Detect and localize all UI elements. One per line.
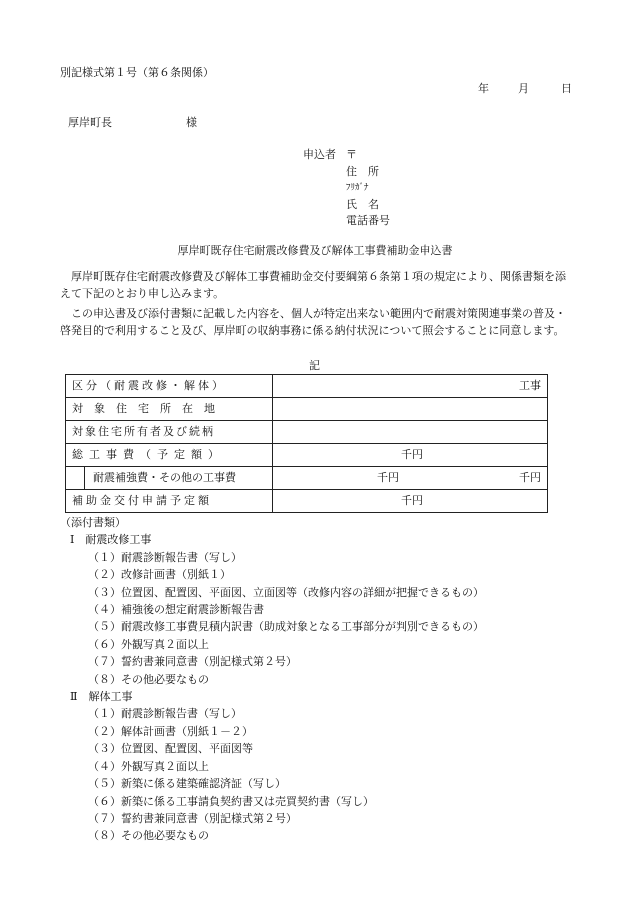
- property-location-value: [273, 398, 548, 421]
- list-item: （６）新築に係る工事請負契約書又は売買契約書（写し）: [88, 794, 374, 808]
- subsidy-amount-unit: 千円: [273, 490, 548, 513]
- subsidy-amount-label: 補助金交付申請予定額: [66, 490, 273, 513]
- list-item: （５）耐震改修工事費見積内訳書（助成対象となる工事部分が判別できるもの）: [88, 620, 484, 634]
- table-row: [66, 421, 548, 444]
- category-unit: 工事: [273, 375, 548, 398]
- list-item: （８）その他必要なもの: [88, 672, 209, 686]
- list-item: （７）誓約書兼同意書（別記様式第２号）: [88, 811, 297, 825]
- honorific: 様: [186, 116, 197, 129]
- furigana-label: ﾌﾘｶﾞﾅ: [346, 183, 369, 193]
- table-row: [66, 490, 548, 513]
- list-item: （４）外観写真２面以上: [88, 759, 209, 773]
- list-item: （５）新築に係る建築確認済証（写し）: [88, 777, 286, 791]
- reinforcement-cost-unit: 千円: [377, 470, 399, 484]
- table-row: [66, 444, 548, 467]
- list-item: （１）耐震診断報告書（写し）: [88, 550, 242, 564]
- table-row: [66, 375, 548, 398]
- date-day: 日: [561, 82, 572, 95]
- reinforcement-cost-units: [273, 467, 548, 490]
- body-paragraph-1: 厚岸町既存住宅耐震改修費及び解体工事費補助金交付要綱第６条第１項の規定により、関係書類を添えて下記のとおり申し込みます。: [60, 270, 566, 300]
- postal-mark: 〒: [346, 148, 357, 161]
- other-cost-unit: 千円: [519, 470, 541, 484]
- date-month: 月: [518, 82, 529, 95]
- list-item: （６）外観写真２面以上: [88, 637, 209, 651]
- attachments-heading: （添付書類）: [60, 516, 126, 529]
- name-label: 氏 名: [346, 198, 379, 211]
- reinforcement-cost-cell: [66, 467, 273, 490]
- form-number: 別記様式第１号（第６条関係）: [60, 66, 214, 79]
- reinforcement-cost-label: 耐震補強費・その他の工事費: [84, 467, 272, 489]
- phone-label: 電話番号: [346, 214, 390, 227]
- total-cost-label: 総工事費（予定額）: [66, 444, 273, 467]
- list-item: （２）改修計画書（別紙１）: [88, 568, 231, 582]
- table-row: [66, 467, 548, 490]
- addressee: 厚岸町長: [68, 116, 112, 129]
- attachments-list: [60, 514, 484, 845]
- section-2-title: Ⅱ 解体工事: [70, 690, 133, 704]
- category-label: 区分（耐震改修・解体）: [66, 375, 273, 398]
- list-item: （３）位置図、配置図、平面図、立面図等（改修内容の詳細が把握できるもの）: [88, 585, 484, 599]
- list-item: （３）位置図、配置図、平面図等: [88, 742, 253, 756]
- list-item: （８）その他必要なもの: [88, 829, 209, 843]
- body-paragraph-2: この申込書及び添付書類に記載した内容を、個人が特定出来ない範囲内で耐震対策関連事業の普及・啓発目的で利用すること及び、厚岸町の収納事務に係る納付状況について照会することに同意します。: [60, 307, 566, 337]
- list-item: （１）耐震診断報告書（写し）: [88, 707, 242, 721]
- application-table: [65, 374, 548, 513]
- owner-relation-label: 対象住宅所有者及び続柄: [66, 421, 273, 444]
- list-item: （４）補強後の想定耐震診断報告書: [88, 603, 264, 617]
- total-cost-unit: 千円: [273, 444, 548, 467]
- property-location-label: 対象住宅所在地: [66, 398, 273, 421]
- list-item: （２）解体計画書（別紙１－２）: [88, 724, 253, 738]
- document-title: 厚岸町既存住宅耐震改修費及び解体工事費補助金申込書: [177, 244, 453, 257]
- table-row: [66, 398, 548, 421]
- address-label: 住 所: [346, 165, 379, 178]
- section-1-title: Ⅰ 耐震改修工事: [70, 533, 152, 547]
- list-item: （７）誓約書兼同意書（別記様式第２号）: [88, 655, 297, 669]
- applicant-label: 申込者: [303, 148, 336, 161]
- record-mark: 記: [309, 359, 320, 372]
- date-year: 年: [478, 82, 489, 95]
- owner-relation-value: [273, 421, 548, 444]
